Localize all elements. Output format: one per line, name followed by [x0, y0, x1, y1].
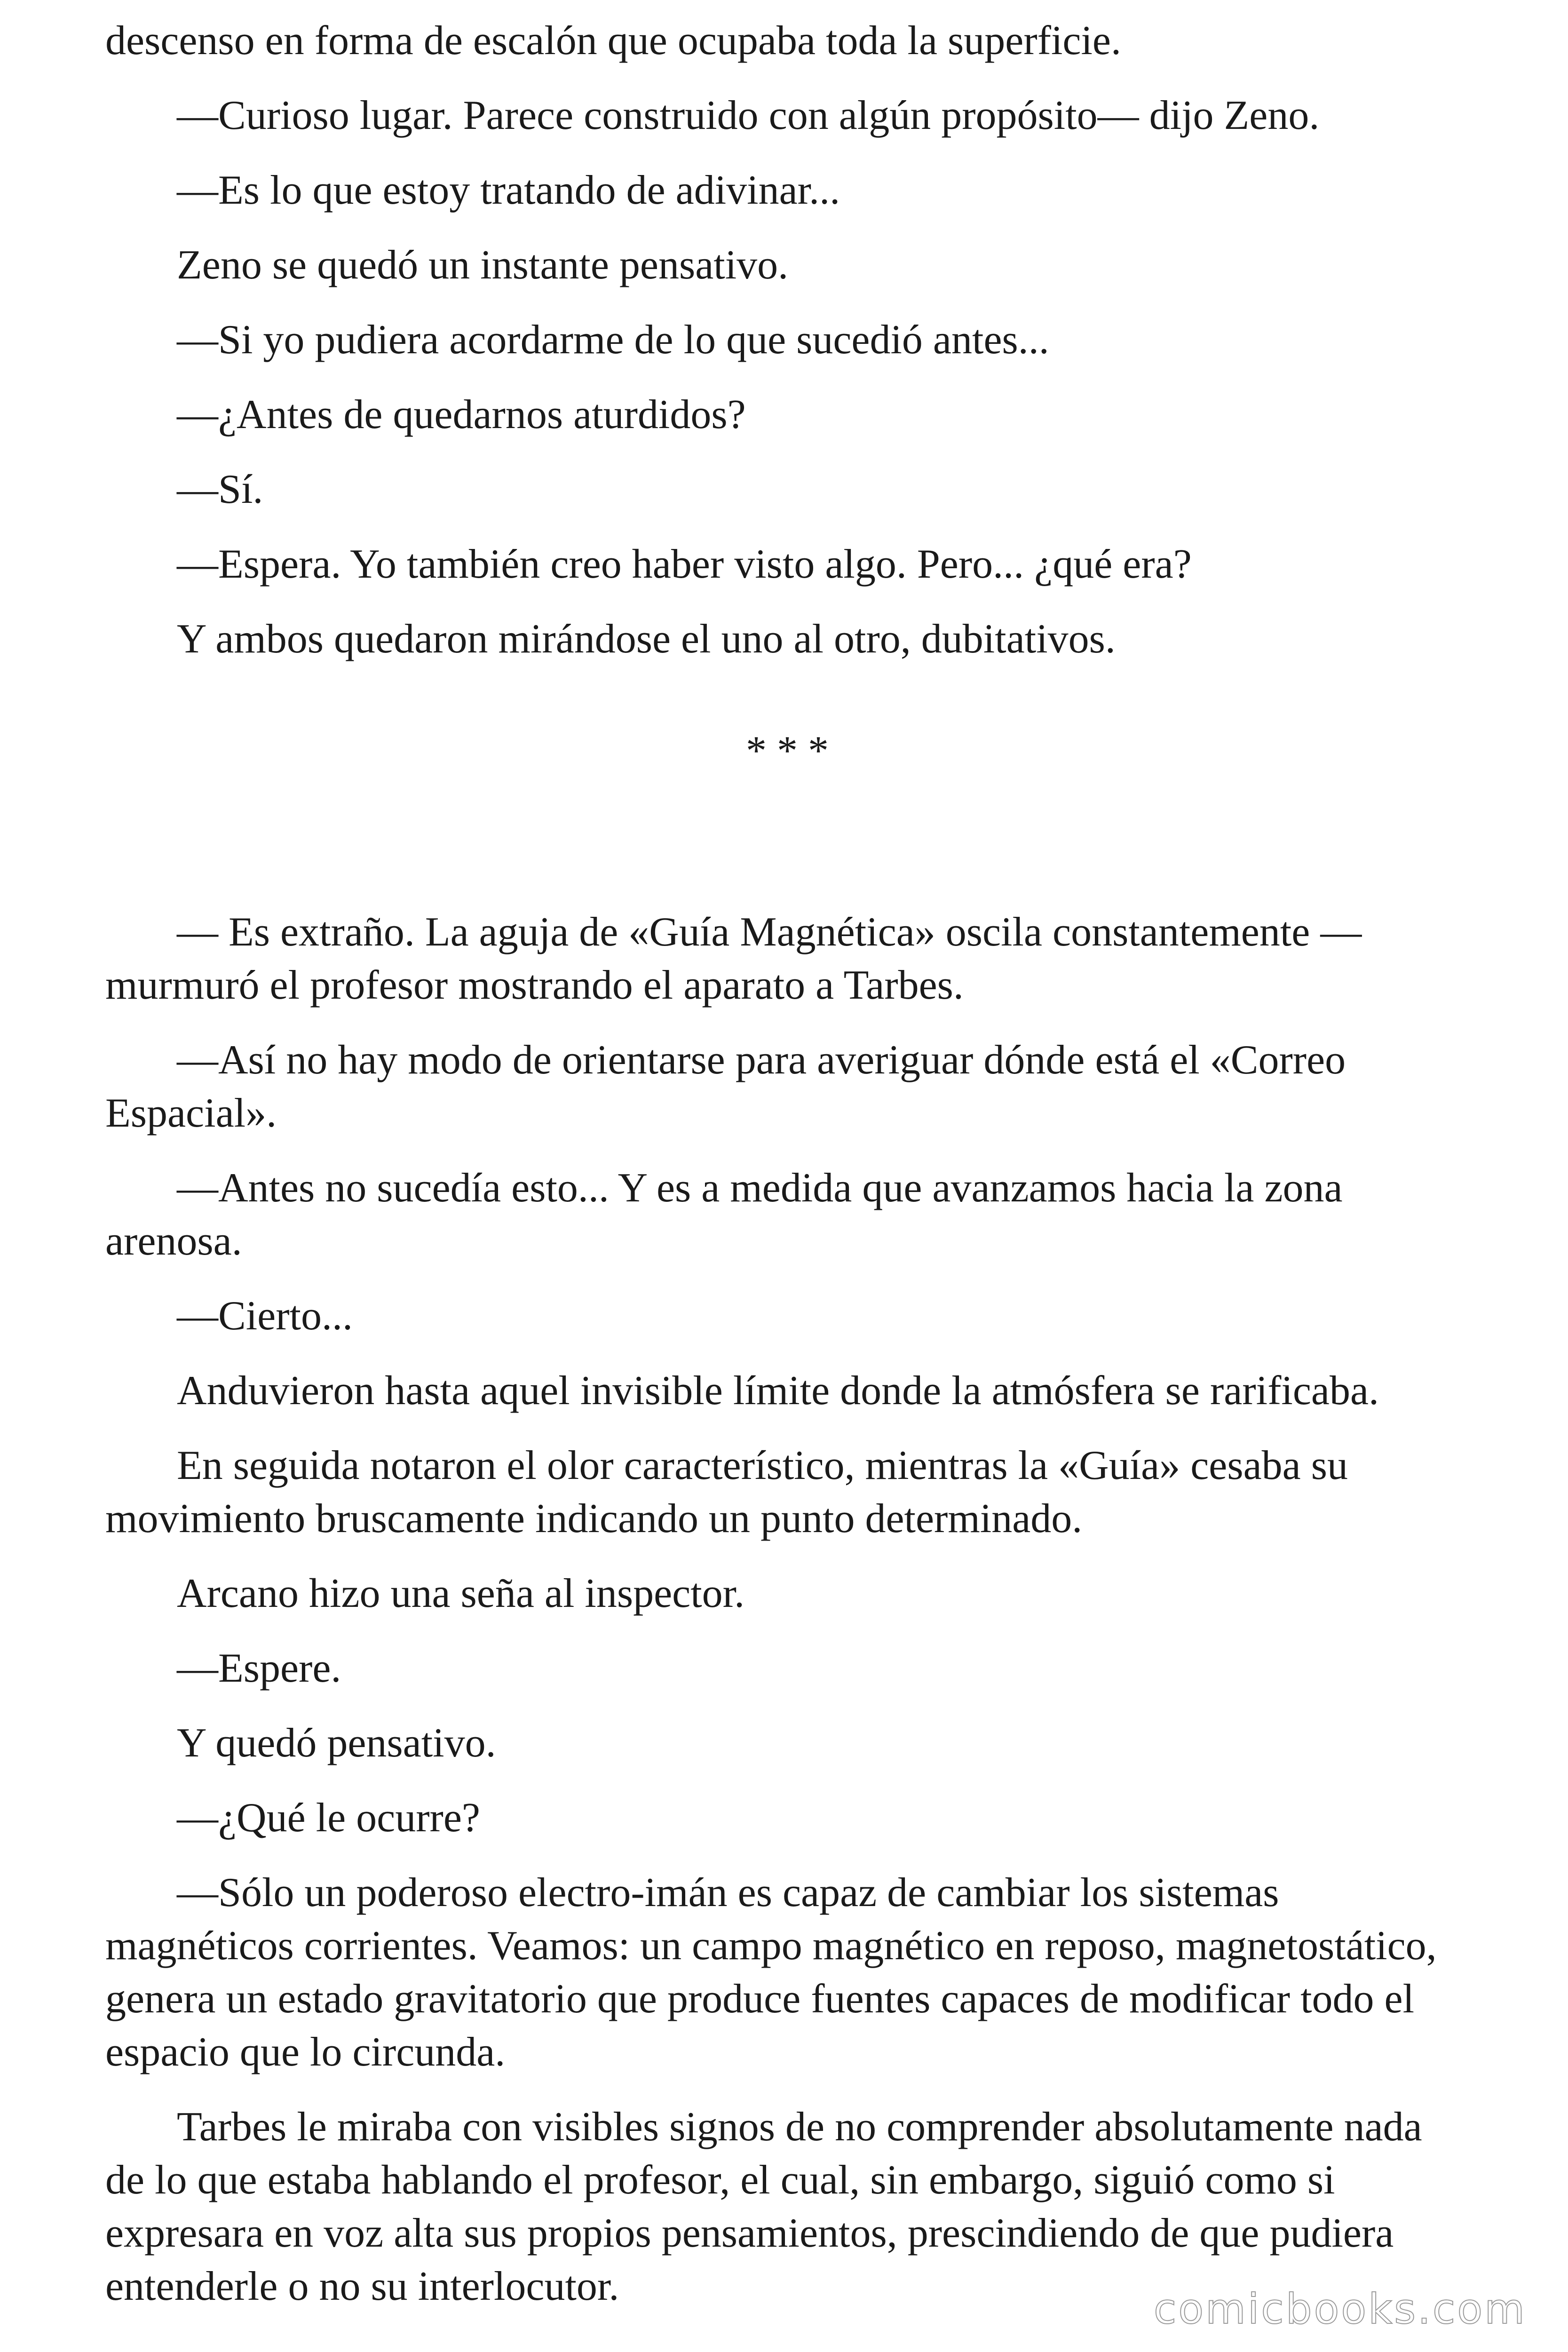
paragraph: — Es extraño. La aguja de «Guía Magnética» oscila constantemente — murmuró el profesor mostrando el aparato a Tarbes.	[105, 909, 1362, 1008]
paragraph: En seguida notaron el olor característico, mientras la «Guía» cesaba su movimiento bruscamente indicando un punto determinado.	[105, 1443, 1348, 1542]
paragraph: Arcano hizo una seña al inspector.	[177, 1571, 745, 1616]
paragraph: —¿Qué le ocurre?	[177, 1795, 480, 1841]
paragraph: —Sólo un poderoso electro-imán es capaz de cambiar los sistemas magnéticos corrientes. Veamos: un campo magnético en reposo, magnetostático, genera un estado gravitatorio que produce fuentes capaces de modificar todo el espacio que lo circunda.	[105, 1870, 1437, 2075]
paragraph: —Así no hay modo de orientarse para averiguar dónde está el «Correo Espacial».	[105, 1037, 1346, 1136]
paragraph: Anduvieron hasta aquel invisible límite donde la atmósfera se rarificaba.	[177, 1368, 1379, 1414]
paragraph: —Es lo que estoy tratando de adivinar...	[177, 167, 840, 213]
paragraph: Y ambos quedaron mirándose el uno al otro, dubitativos.	[177, 616, 1116, 662]
paragraph: —¿Antes de quedarnos aturdidos?	[177, 392, 746, 437]
paragraph: —Si yo pudiera acordarme de lo que sucedió antes...	[177, 317, 1049, 363]
paragraph: —Sí.	[177, 467, 263, 512]
paragraph: —Espera. Yo también creo haber visto algo. Pero... ¿qué era?	[177, 541, 1192, 587]
section-separator: * * *	[746, 728, 829, 774]
page-body	[105, 14, 1469, 2335]
paragraph: —Curioso lugar. Parece construido con algún propósito— dijo Zeno.	[177, 93, 1320, 138]
paragraph: Tarbes le miraba con visibles signos de no comprender absolutamente nada de lo que estaba hablando el profesor, el cual, sin embargo, siguió como si expresara en voz alta sus propios pensamientos, prescindiendo de que pudiera entenderle o no su interlocutor.	[105, 2104, 1422, 2309]
paragraph: descenso en forma de escalón que ocupaba toda la superficie.	[105, 18, 1121, 64]
paragraph: Zeno se quedó un instante pensativo.	[177, 242, 789, 288]
watermark: comicbooks.com	[1153, 2285, 1527, 2333]
paragraph: Y quedó pensativo.	[177, 1720, 496, 1766]
paragraph: —Espere.	[177, 1645, 341, 1691]
paragraph: —Cierto...	[177, 1293, 353, 1339]
paragraph: —Antes no sucedía esto... Y es a medida que avanzamos hacia la zona arenosa.	[105, 1165, 1343, 1264]
